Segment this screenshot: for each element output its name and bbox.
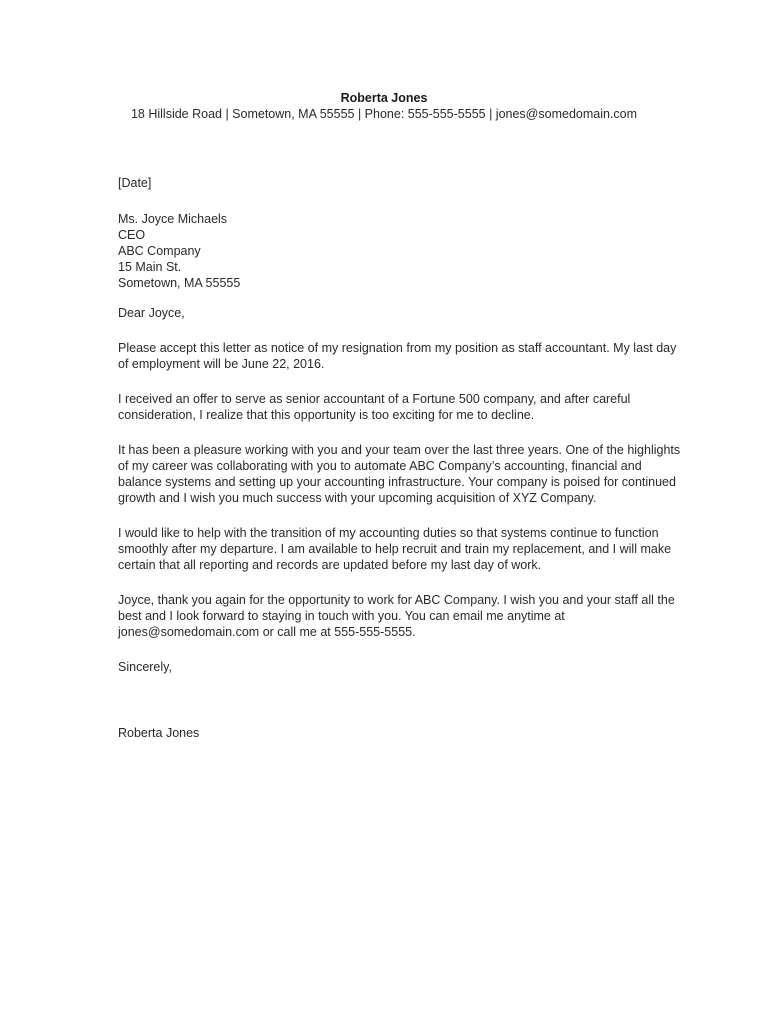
sender-contact-line: 18 Hillside Road | Sometown, MA 55555 | Phone: 555-555-5555 | jones@somedomain.com <box>130 107 638 121</box>
salutation: Dear Joyce, <box>118 306 185 320</box>
paragraph-resignation-notice: Please accept this letter as notice of my resignation from my position as staff accountant. My last day of employment will be June 22, 2016. <box>118 341 677 371</box>
recipient-city-state-zip: Sometown, MA 55555 <box>118 276 241 290</box>
recipient-name: Ms. Joyce Michaels <box>118 212 228 226</box>
paragraph-appreciation: It has been a pleasure working with you and your team over the last three years. One of the highlights of my career was collaborating with you to automate ABC Company’s accounting, financial and balance systems and setting up your accounting infrastructure. Your company is poised for continued growth and I wish you much success with your upcoming acquisition of XYZ Company. <box>118 443 681 505</box>
paragraph-transition: I would like to help with the transition of my accounting duties so that systems continue to function smoothly after my departure. I am available to help recruit and train my replacement, and I will make certain that all reporting and records are updated before my last day of work. <box>118 526 672 572</box>
letter-body <box>118 175 688 741</box>
signature-name: Roberta Jones <box>118 726 200 740</box>
closing: Sincerely, <box>118 660 172 674</box>
paragraph-thanks: Joyce, thank you again for the opportunity to work for ABC Company. I wish you and your staff all the best and I look forward to staying in touch with you. You can email me anytime at jones@somedomain.com or call me at 555-555-5555. <box>118 593 675 639</box>
letter-date: [Date] <box>118 176 152 190</box>
letterhead <box>0 90 768 122</box>
sender-name: Roberta Jones <box>340 91 428 105</box>
recipient-address-block <box>118 211 688 291</box>
recipient-title: CEO <box>118 228 146 242</box>
recipient-street: 15 Main St. <box>118 260 182 274</box>
recipient-company: ABC Company <box>118 244 201 258</box>
paragraph-reason: I received an offer to serve as senior accountant of a Fortune 500 company, and after careful consideration, I realize that this opportunity is too exciting for me to decline. <box>118 392 631 422</box>
